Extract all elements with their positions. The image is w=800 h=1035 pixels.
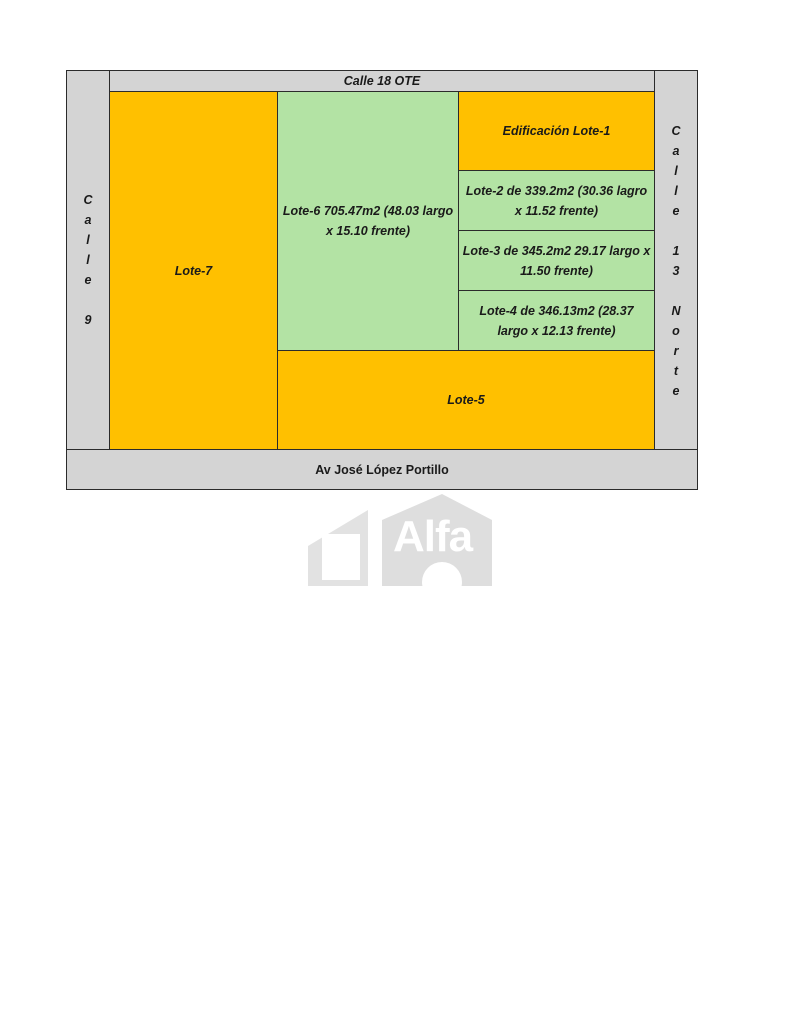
lot-7	[109, 91, 278, 450]
street-top-label: Calle 18 OTE	[343, 74, 421, 88]
street-right-letter: 1	[672, 244, 680, 258]
street-left-letter: l	[86, 233, 90, 247]
alfa-logo-text: Alfa	[393, 512, 473, 561]
lot-1-label: Edificación Lote-1	[502, 124, 611, 138]
street-right-letter: a	[672, 144, 680, 158]
street-left-letter: e	[84, 273, 92, 287]
street-right-letter: t	[673, 364, 679, 378]
street-left-letter: l	[86, 253, 90, 267]
street-bottom-label: Av José López Portillo	[315, 462, 449, 477]
lot-2-label: Lote-2 de 339.2m2 (30.36 lagro x 11.52 frente)	[465, 183, 648, 218]
lot-2	[458, 170, 655, 231]
street-left-letter: a	[84, 213, 92, 227]
street-left-letter: C	[83, 193, 93, 207]
lot-4	[458, 290, 655, 351]
lot-plan	[66, 70, 698, 490]
street-right-letter: e	[672, 204, 680, 218]
street-bottom	[66, 449, 698, 490]
street-top	[109, 70, 655, 92]
street-left-letter: 9	[84, 313, 92, 327]
street-right-letter: o	[672, 324, 680, 338]
lot-5-label: Lote-5	[447, 393, 485, 407]
lot-4-label: Lote-4 de 346.13m2 (28.37 largo x 12.13 frente)	[479, 303, 634, 338]
street-right-letter: r	[673, 344, 679, 358]
lot-3	[458, 230, 655, 291]
street-right-letter: e	[672, 384, 680, 398]
street-right-letter: N	[671, 304, 681, 318]
lot-6-label: Lote-6 705.47m2 (48.03 largo x 15.10 frente)	[282, 204, 454, 238]
street-right-label	[654, 121, 698, 401]
lot-5	[277, 350, 655, 450]
lot-6	[277, 91, 459, 351]
lot-7-label: Lote-7	[174, 263, 213, 278]
street-right-letter: l	[674, 184, 678, 198]
street-right-letter: C	[671, 124, 681, 138]
street-right-letter: l	[674, 164, 678, 178]
street-right-letter: 3	[672, 264, 680, 278]
lot-1	[458, 91, 655, 171]
lot-3-label: Lote-3 de 345.2m2 29.17 largo x 11.50 frente)	[462, 243, 651, 278]
street-left-label	[66, 190, 110, 330]
